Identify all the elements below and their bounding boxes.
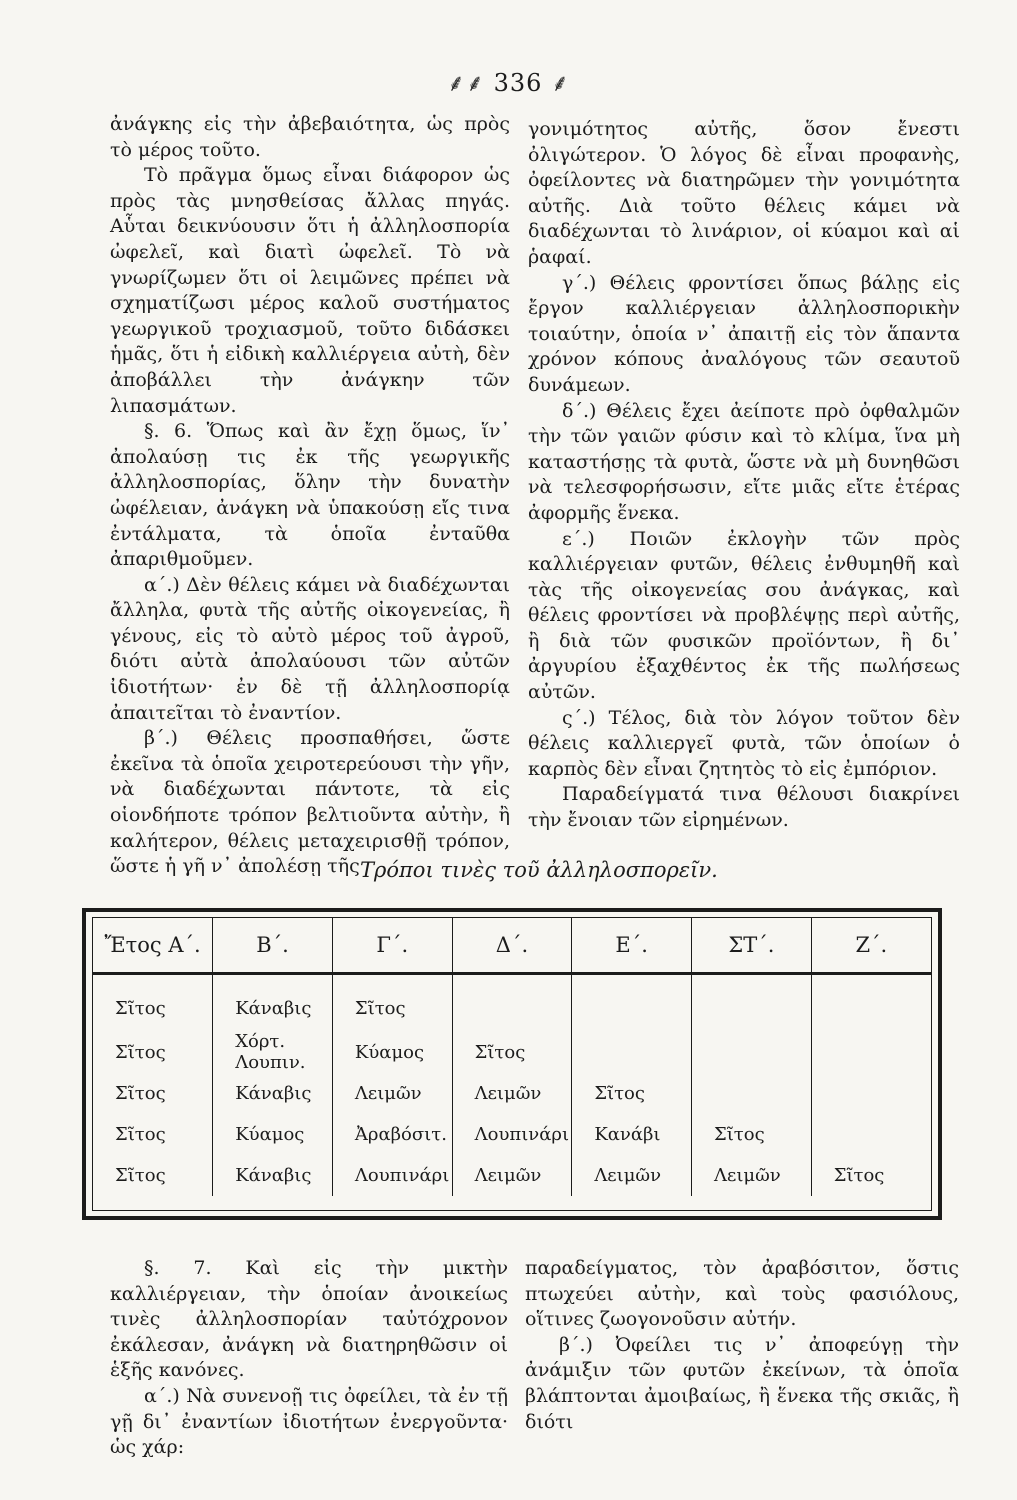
table-cell: Σῖτος — [93, 974, 213, 1032]
column-bottom-right — [525, 1256, 959, 1435]
table-cell — [452, 974, 572, 1032]
table-cell — [572, 1031, 692, 1073]
paragraph: παραδείγματος, τὸν ἀραβόσιτον, ὅστις πτωχεύει αὐτὴν, καὶ τοὺς φασιόλους, οἵτινες ζωογονοῦσιν αὐτήν. — [525, 1257, 959, 1331]
paragraph: α΄.) Δὲν θέλεις κάμει νὰ διαδέχωνται ἄλληλα, φυτὰ τῆς αὐτῆς οἰκογενείας, ἢ γένους, εἰς τὸ αὐτὸ μέρος τοῦ ἀγροῦ, διότι αὐτὰ ἀπολαύουσι τῶν αὐτῶν ἰδιοτήτων· ἐν δὲ τῇ ἀλληλοσπορίᾳ ἀπαιτεῖται τὸ ἐναντίον. — [110, 573, 510, 724]
column-top-left — [110, 112, 510, 880]
table-cell: Κύαμος — [213, 1114, 333, 1155]
column-header: Ζ΄. — [811, 918, 931, 974]
column-header: Δ΄. — [452, 918, 572, 974]
table-row — [93, 974, 931, 1032]
table-cell: Κάναβις — [213, 1073, 333, 1114]
table-cell — [572, 974, 692, 1032]
table-cell: Κάναβις — [213, 1155, 333, 1196]
paragraph: ε΄.) Ποιῶν ἐκλογὴν τῶν πρὸς καλλιέργειαν φυτῶν, θέλεις ἐνθυμηθῆ καὶ τὰς τῆς οἰκογενείας σου ἀνάγκας, καὶ θέλεις φροντίσει νὰ προβλέψῃς περὶ αὐτῆς, ἢ διὰ τῶν φυσικῶν προϊόντων, ἢ δι᾽ ἀργυρίου ἐξαχθέντος ἐκ τῆς πωλήσεως αὐτῶν. — [528, 527, 960, 704]
table-cell: Λειμῶν — [452, 1155, 572, 1196]
column-bottom-left — [110, 1256, 508, 1461]
table-cell: Σῖτος — [833, 1165, 885, 1186]
table-cell — [692, 974, 812, 1032]
paragraph: §. 7. Καὶ εἰς τὴν μικτὴν καλλιέργειαν, τὴν ὁποίαν ἀνοικείως τινὲς ἀλληλοσπορίαν ταὐτόχρονον ἐκάλεσαν, ἀνάγκη νὰ διατηρηθῶσιν οἱ ἑξῆς κανόνες. — [110, 1257, 508, 1382]
table-cell: Ἀραβόσιτ. — [332, 1114, 452, 1155]
table-cell: Σῖτος — [93, 1114, 213, 1155]
paragraph: δ΄.) Θέλεις ἔχει ἀείποτε πρὸ ὀφθαλμῶν τὴν τῶν γαιῶν φύσιν καὶ τὸ κλίμα, ἵνα μὴ καταστήσῃς τὰ φυτὰ, ὥστε νὰ μὴ δυνηθῶσι νὰ τελεσφορήσωσιν, εἴτε μιᾶς εἴτε ἑτέρας ἀφορμῆς ἕνεκα. — [528, 399, 960, 524]
paragraph: β΄.) Θέλεις προσπαθήσει, ὥστε ἐκεῖνα τὰ ὁποῖα χειροτερεύουσι τὴν γῆν, νὰ διαδέχωνται πάντοτε, τὰ εἰς οἱονδήποτε τρόπον βελτιοῦντα αὐτὴν, ἢ καλήτερον, θέλεις μεταχειρισθῇ τρόπον, ὥστε ἡ γῆ ν᾽ ἀπολέσῃ τῆς — [110, 727, 510, 878]
paragraph: α΄.) Νὰ συνενοῇ τις ὀφείλει, τὰ ἐν τῇ γῇ δι᾽ ἐναντίων ἰδιοτήτων ἐνεργοῦντα· ὡς χάρ: — [110, 1384, 508, 1459]
table-cell: Κάναβις — [213, 974, 333, 1032]
table-cell — [811, 1114, 931, 1155]
table-cell: Σῖτος — [572, 1073, 692, 1114]
table-cell: Λειμῶν — [452, 1073, 572, 1114]
rotation-table — [93, 918, 931, 1196]
paragraph: γ΄.) Θέλεις φροντίσει ὅπως βάλῃς εἰς ἔργον καλλιέργειαν ἀλληλοσπορικὴν τοιαύτην, ὁποία ν᾽ ἀπαιτῇ εἰς τὸν ἅπαντα χρόνον κόπους ἀναλόγους τῶν σεαυτοῦ δυνάμεων. — [528, 271, 960, 396]
column-header: ΣΤ΄. — [692, 918, 812, 974]
table-cell: Λειμῶν — [332, 1073, 452, 1114]
table-cell — [811, 1031, 931, 1073]
table-cell — [811, 1073, 931, 1114]
paragraph: ς΄.) Τέλος, διὰ τὸν λόγον τοῦτον δὲν θέλεις καλλιεργεῖ φυτὰ, τῶν ὁποίων ὁ καρπὸς δὲν εἶναι ζητητὸς τὸ εἰς ἐμπόριον. — [528, 706, 960, 780]
table-cell: Κανάβι — [572, 1114, 692, 1155]
rotation-table-frame — [82, 908, 942, 1220]
table-cell: Σῖτος — [93, 1155, 213, 1196]
table-row — [93, 1031, 931, 1073]
table-cell: Λουπινάρι — [332, 1155, 452, 1196]
ornament-left: ⸙⸙ — [446, 69, 494, 97]
table-cell: Σῖτος — [332, 974, 452, 1032]
table-cell: Σῖτος — [692, 1114, 812, 1155]
table-cell: Λουπινάρι — [452, 1114, 572, 1155]
paragraph: §. 6. Ὅπως καὶ ἂν ἔχῃ ὅμως, ἵν᾽ ἀπολαύσῃ τις ἐκ τῆς γεωργικῆς ἀλληλοσπορίας, ὅλην τὴν δυνατὴν ὠφέλειαν, ἀνάγκη νὰ ὑπακούσῃ εἴς τινα ἐντάλματα, τὰ ὁποῖα ἐνταῦθα ἀπαριθμοῦμεν. — [110, 420, 510, 571]
column-header: Β΄. — [213, 918, 333, 974]
table-cell — [692, 1073, 812, 1114]
paragraph: γονιμότητος αὐτῆς, ὅσον ἔνεστι ὀλιγώτερον. Ὁ λόγος δὲ εἶναι προφανὴς, ὀφείλοντες νὰ διατηρῶμεν τὴν γονιμότητα αὐτῆς. Διὰ τοῦτο θέλεις κάμει νὰ διαδέχωνται τὸ λινάριον, οἱ κύαμοι καὶ αἱ ῥαφαί. — [528, 118, 960, 268]
paragraph: Παραδείγματά τινα θέλουσι διακρίνει τὴν ἔνοιαν τῶν εἰρημένων. — [528, 783, 960, 832]
paragraph: ἀνάγκης εἰς τὴν ἀβεβαιότητα, ὡς πρὸς τὸ μέρος τοῦτο. — [110, 113, 510, 161]
table-cell: Λειμῶν — [692, 1155, 812, 1196]
rotation-table-inner — [92, 917, 932, 1211]
table-caption: Τρόποι τινὲς τοῦ ἀλληλοσπορεῖν. — [360, 858, 718, 882]
paragraph: Τὸ πρᾶγμα ὅμως εἶναι διάφορον ὡς πρὸς τὰς μνησθείσας ἄλλας πηγάς. Αὗται δεικνύουσιν ὅτι ἡ ἀλληλοσπορία ὠφελεῖ, καὶ διατὶ ὠφελεῖ. Τὸ νὰ γνωρίζωμεν ὅτι οἱ λειμῶνες πρέπει νὰ σχηματίζωσι μέρος καλοῦ συστήματος γεωργικοῦ τροχιασμοῦ, τοῦτο διδάσκει ἡμᾶς, ὅτι ἡ εἰδικὴ καλλιέργεια αὐτὴ, δὲν ἀποβάλλει τὴν ἀνάγκην τῶν λιπασμάτων. — [110, 164, 510, 417]
table-cell: Σῖτος — [93, 1031, 213, 1073]
table-row — [93, 1155, 931, 1196]
table-header-row — [93, 918, 931, 974]
column-header: Ἔτος Α΄. — [93, 918, 213, 974]
column-top-right — [528, 117, 960, 834]
table-cell: Κύαμος — [332, 1031, 452, 1073]
table-cell: Χόρτ. Λουπιν. — [213, 1031, 333, 1073]
table-cell: Σῖτος — [93, 1073, 213, 1114]
column-header: Ε΄. — [572, 918, 692, 974]
ornament-right: ⸙ — [542, 69, 571, 97]
table-cell — [692, 1031, 812, 1073]
paragraph: β΄.) Ὀφείλει τις ν᾽ ἀποφεύγῃ τὴν ἀνάμιξιν τῶν φυτῶν ἐκείνων, τὰ ὁποῖα βλάπτονται ἀμοιβαίως, ἢ ἕνεκα τῆς σκιᾶς, ἢ διότι — [525, 1333, 959, 1433]
table-row — [93, 1073, 931, 1114]
table-cell: Λειμῶν — [572, 1155, 692, 1196]
column-header: Γ΄. — [332, 918, 452, 974]
table-cell — [811, 974, 931, 1032]
page-number: ⸙⸙ 336 ⸙ — [446, 69, 571, 97]
table-row — [93, 1114, 931, 1155]
table-cell: Σῖτος — [452, 1031, 572, 1073]
